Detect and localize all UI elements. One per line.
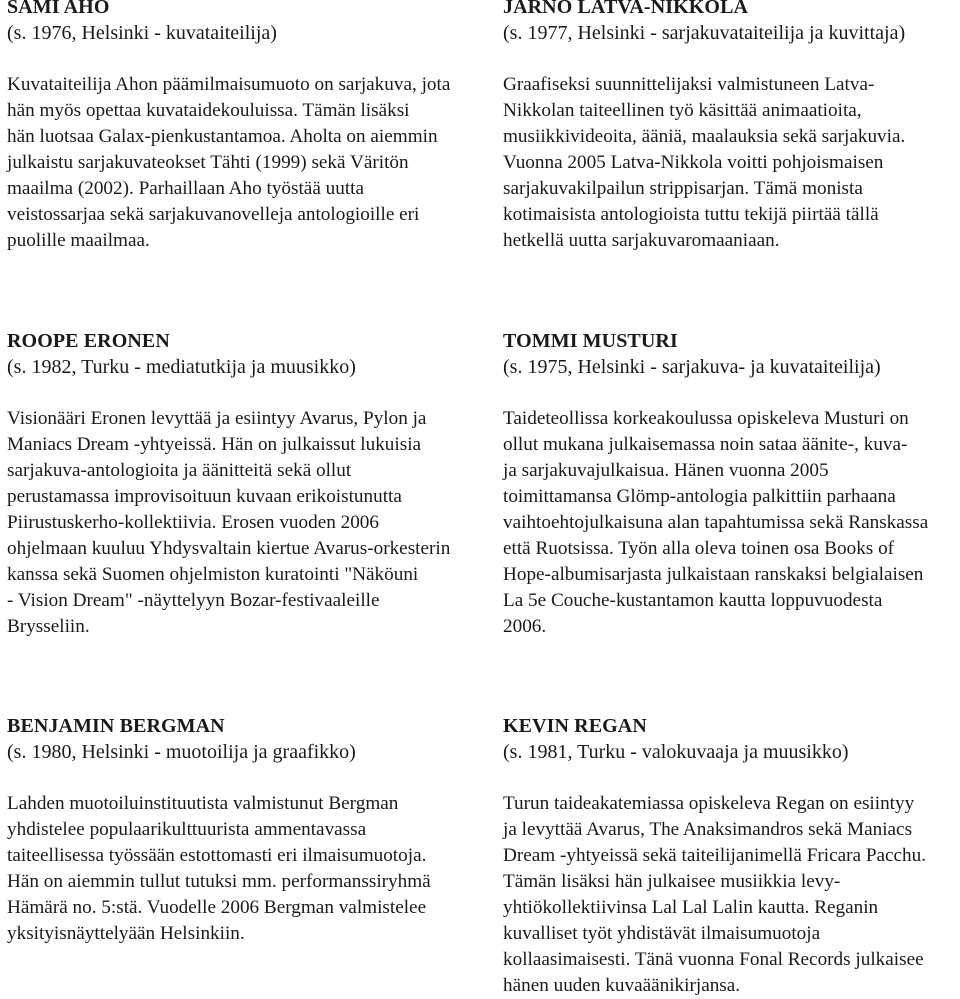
bio-line: Tämän lisäksi hän julkaisee musiikkia levy- bbox=[503, 871, 841, 892]
artist-meta: (s. 1976, Helsinki - kuvataiteilija) bbox=[7, 22, 277, 44]
bio-line: 2006. bbox=[503, 616, 547, 637]
bio-line: yhtiökollektiivinsa Lal Lal Lalin kautta. Reganin bbox=[503, 897, 879, 918]
bio-line: perustamassa improvisoituun kuvaan erikoistunutta bbox=[7, 486, 402, 507]
bio-line: hän luotsaa Galax-pienkustantamoa. Aholta on aiemmin bbox=[7, 126, 438, 147]
bio-line: maailma (2002). Parhaillaan Aho työstää uutta bbox=[7, 178, 365, 199]
artist-bio bbox=[7, 406, 467, 640]
bio-tommi-musturi bbox=[503, 328, 960, 640]
artist-meta: (s. 1977, Helsinki - sarjakuvataiteilija ja kuvittaja) bbox=[503, 22, 906, 44]
artist-name: KEVIN REGAN bbox=[503, 715, 647, 737]
artist-meta: (s. 1980, Helsinki - muotoilija ja graafikko) bbox=[7, 741, 356, 763]
bio-line: Vuonna 2005 Latva-Nikkola voitti pohjoismaisen bbox=[503, 152, 884, 173]
bio-line: kotimaisista antologioista tuttu tekijä piirtää tällä bbox=[503, 204, 879, 225]
bio-jarno-latva-nikkola bbox=[503, 0, 960, 254]
artist-name: TOMMI MUSTURI bbox=[503, 330, 678, 352]
bio-line: ollut mukana julkaisemassa noin sataa äänite-, kuva- bbox=[503, 434, 908, 455]
bio-line: Hämärä no. 5:stä. Vuodelle 2006 Bergman valmistelee bbox=[7, 897, 427, 918]
artist-bio bbox=[7, 791, 467, 947]
artist-meta: (s. 1975, Helsinki - sarjakuva- ja kuvataiteilija) bbox=[503, 356, 881, 378]
bio-line: hänen uuden kuvaäänikirjansa. bbox=[503, 975, 741, 996]
bio-line: sarjakuvakilpailun strippisarjan. Tämä monista bbox=[503, 178, 863, 199]
artist-bio bbox=[503, 72, 960, 254]
bio-line: musiikkivideoita, ääniä, maalauksia sekä sarjakuvia. bbox=[503, 126, 906, 147]
bio-line: Maniacs Dream -yhtyeissä. Hän on julkaissut lukuisia bbox=[7, 434, 422, 455]
bio-line: Kuvataiteilija Ahon päämilmaisumuoto on sarjakuva, jota bbox=[7, 74, 451, 95]
artist-bio bbox=[7, 72, 467, 254]
bio-line: julkaistu sarjakuvateokset Tähti (1999) sekä Väritön bbox=[7, 152, 409, 173]
bio-line: Turun taideakatemiassa opiskeleva Regan on esiintyy bbox=[503, 793, 915, 814]
bio-line: puolille maailmaa. bbox=[7, 230, 150, 251]
bio-line: toimittamansa Glömp-antologia palkittiin parhaana bbox=[503, 486, 896, 507]
bio-line: ja sarjakuvajulkaisua. Hänen vuonna 2005 bbox=[503, 460, 829, 481]
bio-line: Dream -yhtyeissä sekä taiteilijanimellä Fricara Pacchu. bbox=[503, 845, 927, 866]
bio-line: Brysseliin. bbox=[7, 616, 90, 637]
bio-line: hetkellä uutta sarjakuvaromaaniaan. bbox=[503, 230, 780, 251]
bio-line: sarjakuva-antologioita ja äänitteitä sekä ollut bbox=[7, 460, 352, 481]
bio-line: hän myös opettaa kuvataidekouluissa. Tämän lisäksi bbox=[7, 100, 410, 121]
bio-line: ja levyttää Avarus, The Anaksimandros sekä Maniacs bbox=[503, 819, 913, 840]
bio-line: että Ruotsissa. Työn alla oleva toinen osa Books of bbox=[503, 538, 895, 559]
bio-line: Hope-albumisarjasta julkaistaan ranskaksi belgialaisen bbox=[503, 564, 924, 585]
bio-roope-eronen bbox=[7, 328, 467, 640]
artist-meta: (s. 1981, Turku - valokuvaaja ja muusikko) bbox=[503, 741, 849, 763]
bio-line: Lahden muotoiluinstituutista valmistunut Bergman bbox=[7, 793, 399, 814]
bio-line: Visionääri Eronen levyttää ja esiintyy Avarus, Pylon ja bbox=[7, 408, 427, 429]
bio-line: ohjelmaan kuuluu Yhdysvaltain kiertue Avarus-orkesterin bbox=[7, 538, 451, 559]
bio-line: veistossarjaa sekä sarjakuvanovelleja antologioille eri bbox=[7, 204, 420, 225]
artist-bio bbox=[503, 791, 960, 999]
bio-line: Taideteollissa korkeakoulussa opiskeleva Musturi on bbox=[503, 408, 909, 429]
bio-line: Nikkolan taiteellinen työ käsittää animaatioita, bbox=[503, 100, 862, 121]
artist-bio bbox=[503, 406, 960, 640]
bio-line: kuvalliset työt yhdistävät ilmaisumuotoja bbox=[503, 923, 821, 944]
bio-line: kollaasimaisesti. Tänä vuonna Fonal Records julkaisee bbox=[503, 949, 924, 970]
bio-line: Piirustuskerho-kollektiivia. Erosen vuoden 2006 bbox=[7, 512, 379, 533]
bio-line: kanssa sekä Suomen ohjelmiston kuratointi "Näköuni bbox=[7, 564, 419, 585]
bio-line: Graafiseksi suunnittelijaksi valmistuneen Latva- bbox=[503, 74, 875, 95]
artist-name: SAMI AHO bbox=[7, 0, 110, 18]
bio-line: yhdistelee populaarikulttuurista ammentavassa bbox=[7, 819, 367, 840]
bio-line: - Vision Dream" -näyttelyyn Bozar-festivaaleille bbox=[7, 590, 380, 611]
bio-line: vaihtoehtojulkaisuna alan tapahtumissa sekä Ranskassa bbox=[503, 512, 929, 533]
bio-kevin-regan bbox=[503, 713, 960, 999]
bio-sami-aho bbox=[7, 0, 467, 254]
bio-line: taiteellisessa työssään estottomasti eri ilmaisumuotoja. bbox=[7, 845, 427, 866]
artist-name: JARNO LATVA-NIKKOLA bbox=[503, 0, 749, 18]
artist-name: ROOPE ERONEN bbox=[7, 330, 170, 352]
bio-line: Hän on aiemmin tullut tutuksi mm. performanssiryhmä bbox=[7, 871, 431, 892]
bio-line: yksityisnäyttelyään Helsinkiin. bbox=[7, 923, 245, 944]
bio-line: La 5e Couche-kustantamon kautta loppuvuodesta bbox=[503, 590, 883, 611]
artist-meta: (s. 1982, Turku - mediatutkija ja muusikko) bbox=[7, 356, 356, 378]
artist-name: BENJAMIN BERGMAN bbox=[7, 715, 225, 737]
bio-benjamin-bergman bbox=[7, 713, 467, 947]
